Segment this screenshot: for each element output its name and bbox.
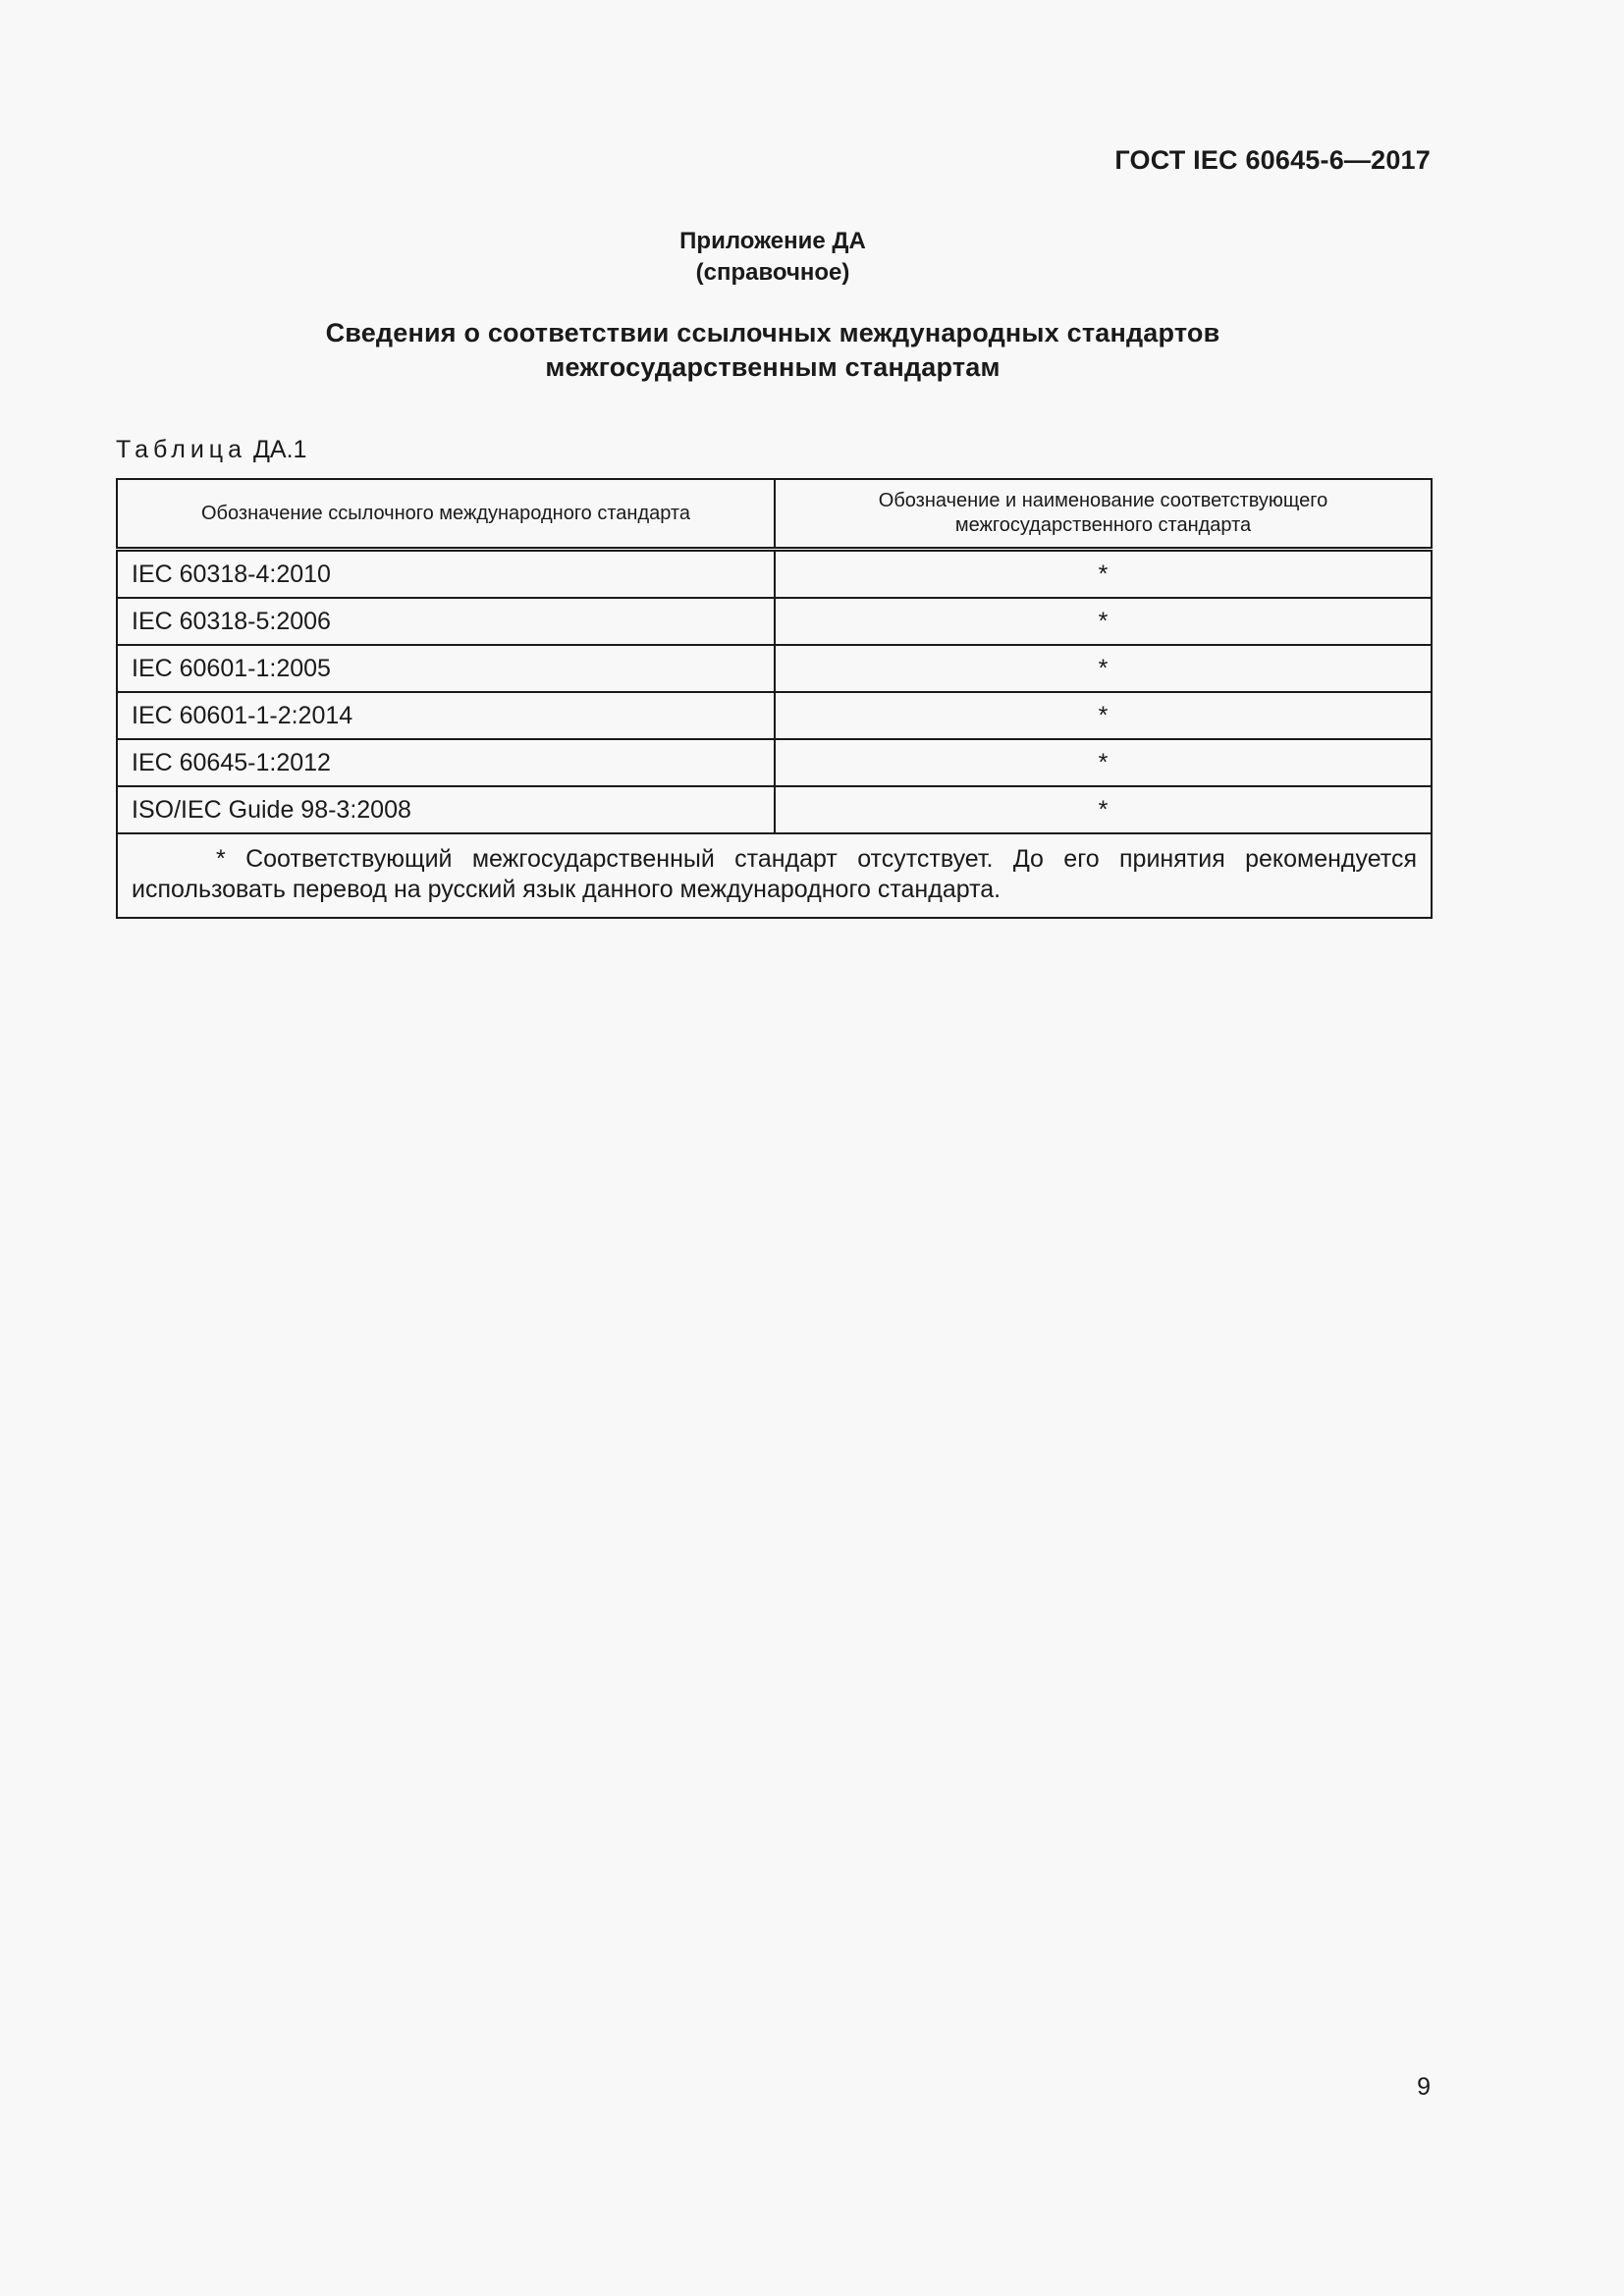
standards-table bbox=[116, 478, 1433, 919]
table-row bbox=[117, 786, 1432, 833]
table-header-row bbox=[117, 479, 1432, 550]
table-caption-word: Таблица bbox=[116, 436, 247, 463]
title-line-1: Сведения о соответствии ссылочных международных стандартов bbox=[325, 318, 1220, 347]
table-row bbox=[117, 739, 1432, 786]
international-standard-cell: IEC 60318-4:2010 bbox=[117, 550, 775, 599]
interstate-standard-cell: * bbox=[775, 786, 1432, 833]
appendix-label: Приложение ДА bbox=[679, 228, 866, 254]
international-standard-cell: IEC 60601-1:2005 bbox=[117, 645, 775, 692]
interstate-standard-cell: * bbox=[775, 598, 1432, 645]
interstate-standard-cell: * bbox=[775, 692, 1432, 739]
header-international-standard: Обозначение ссылочного международного стандарта bbox=[117, 479, 775, 550]
international-standard-cell: IEC 60601-1-2:2014 bbox=[117, 692, 775, 739]
header-interstate-standard: Обозначение и наименование соответствующего межгосударственного стандарта bbox=[775, 479, 1432, 550]
page-title bbox=[0, 316, 1545, 385]
table-caption-number: ДА.1 bbox=[252, 436, 307, 463]
interstate-standard-cell: * bbox=[775, 550, 1432, 599]
table-row bbox=[117, 598, 1432, 645]
document-code: ГОСТ IEC 60645-6—2017 bbox=[1114, 145, 1431, 175]
table-note-row bbox=[117, 833, 1432, 918]
international-standard-cell: IEC 60318-5:2006 bbox=[117, 598, 775, 645]
appendix-kind: (справочное) bbox=[695, 259, 850, 286]
international-standard-cell: IEC 60645-1:2012 bbox=[117, 739, 775, 786]
table-row bbox=[117, 692, 1432, 739]
table-caption bbox=[116, 436, 306, 464]
interstate-standard-cell: * bbox=[775, 739, 1432, 786]
table-note: * Соответствующий межгосударственный стандарт отсутствует. До его принятия рекомендуется использовать перевод на русский язык данного международного стандарта. bbox=[117, 833, 1432, 918]
table-row bbox=[117, 550, 1432, 599]
page-number: 9 bbox=[1417, 2073, 1431, 2101]
international-standard-cell: ISO/IEC Guide 98-3:2008 bbox=[117, 786, 775, 833]
appendix-heading bbox=[0, 226, 1545, 289]
table-row bbox=[117, 645, 1432, 692]
title-line-2: межгосударственным стандартам bbox=[545, 352, 1001, 382]
interstate-standard-cell: * bbox=[775, 645, 1432, 692]
